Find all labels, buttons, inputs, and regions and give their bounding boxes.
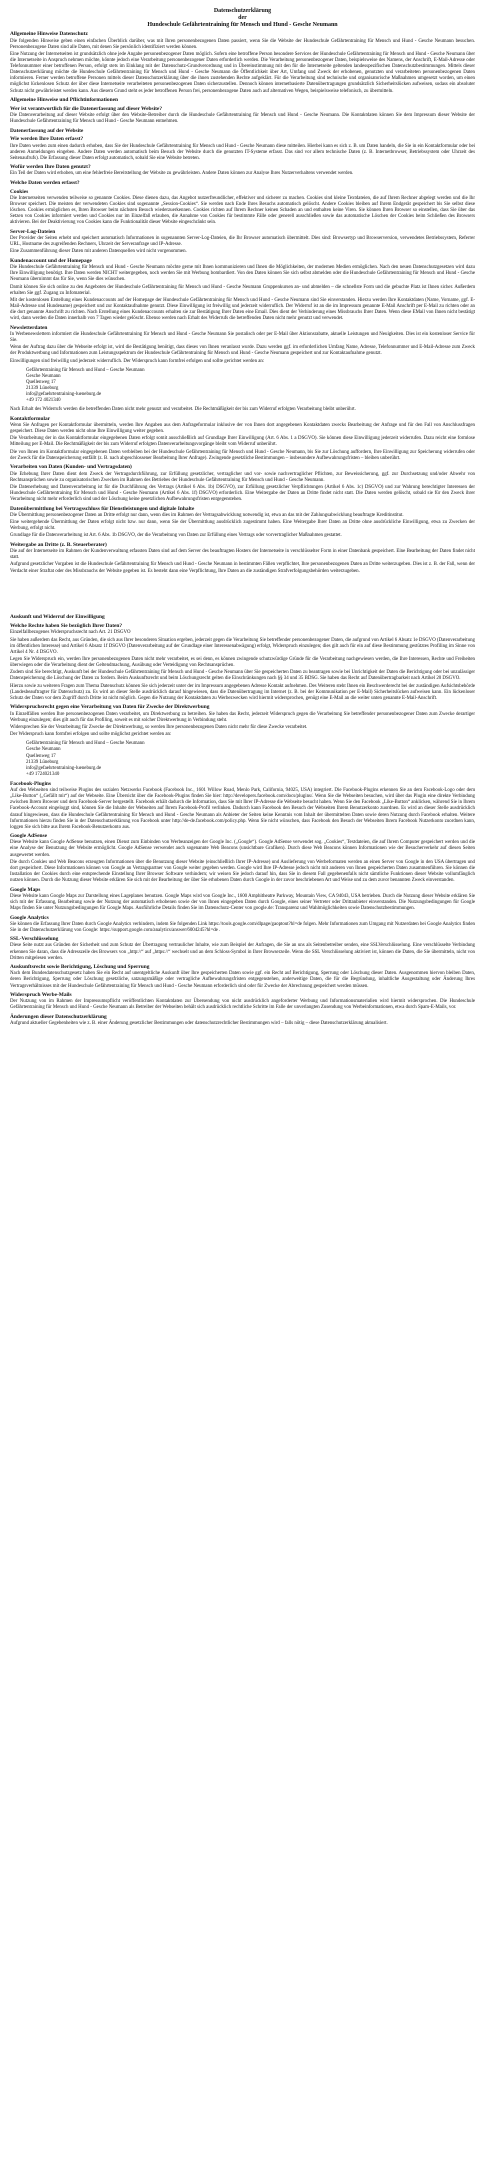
paragraph: Damit können Sie sich online zu den Angeboten der Hundeschule Gefährtentraining für Mensch und Hund - Gesche Neumann Gruppenkursen an- und abmelden – die schnellste Form und die gebuchte Platz ist Ihnen sicher. Außerdem erhalten Sie ggf. Zugang zu Infomaterial. bbox=[10, 284, 475, 296]
paragraph: Nach Erhalt des Widerrufs werden die betreffenden Daten nicht mehr genutzt und verarbeitet. Die Rechtmäßigkeit der bis zum Widerruf erfolgten Verarbeitung bleibt unberührt. bbox=[10, 407, 356, 413]
privacy-policy-document bbox=[10, 0, 475, 1027]
paragraph: Die folgenden Hinweise geben einen einfachen Überblick darüber, was mit Ihren personenbezogenen Daten passiert, wenn Sie die Website der Hundeschule Gefährtentraining für Mensch und Hund - Gesche Neumann besuchen. Personenbezogene Daten sind alle Daten, mit denen Sie persönlich identifiziert werden können. bbox=[10, 38, 475, 50]
section-heading: Google Analytics bbox=[10, 914, 49, 921]
paragraph: Eine Zusammenführung dieser Daten mit anderen Datenquellen wird nicht vorgenommen. bbox=[10, 249, 187, 255]
address-line: Gesche Neumann bbox=[26, 373, 61, 379]
paragraph: Eine weitergehende Übermittlung der Daten erfolgt nicht bzw. nur dann, wenn Sie der Übermittlung ausdrücklich zugestimmt haben. Eine Weitergabe Ihrer Daten an Dritte ohne ausdrückliche Einwilligung, etwa zu Zwecken der Werbung, erfolgt nicht. bbox=[10, 520, 475, 532]
document-title bbox=[10, 8, 475, 29]
paragraph: Hierzu sowie zu weiteren Fragen zum Thema Datenschutz können Sie sich jederzeit unter der im Impressum angegebenen Adresse Kontakt aufnehmen. Des Weiteren steht Ihnen ein Beschwerderecht bei der zuständigen Aufsichtsbehörde (Landesbeauftragter für Datenschutz) zu. Es wird an dieser Stelle ausdrücklich darauf hingewiesen, dass die Datenübertragung im Internet (z. B. bei der Kommunikation per E-Mail) Sicherheitslücken aufweisen kann. Ein lückenloser Schutz der Daten vor dem Zugriff durch Dritte ist nicht möglich. Gegen die Nutzung der Kontaktdaten zu Werbezwecken wird hiermit widersprochen, genügt eine E-Mail an die weiter unten genannte E-Mail-Anschrift. bbox=[10, 683, 475, 701]
address-line: Quellenweg 17 bbox=[26, 379, 56, 385]
paragraph: Die Hundeschule Gefährtentraining für Mensch und Hund - Gesche Neumann möchte gerne mit Ihnen kommunizieren und Ihnen die Möglichkeiten, der modernen Medien ermöglichen. Nach den neuen Datenschutzgesetzen wird dazu Ihre Einwilligung benötigt. Ihre Daten werden NICHT weitergegeben, noch werden Sie mit Werbung bombardiert. Von den Daten können Sie sich selbst abmelden oder die Hundeschule Gefährtentraining für Mensch und Hund - Gesche Neumann übernimmt das für Sie, wenn Sie dies wünschen. bbox=[10, 265, 475, 283]
paragraph: Die Internetseiten verwenden teilweise so genannte Cookies. Diese dienen dazu, das Angebot nutzerfreundlicher, effektiver und sicherer zu machen. Cookies sind kleine Textdateien, die auf Ihrem Rechner abgelegt werden und die Ihr Browser speichert. Die meisten der verwendeten Cookies sind sogenannte „Session-Cookies“. Sie werden nach Ende Ihres Besuchs automatisch gelöscht. Andere Cookies bleiben auf Ihrem Endgerät gespeichert bis Sie selbst diese löschen. Cookies ermöglichen es, Ihren Browser beim nächsten Besuch wiederzuerkennen. Cookies richten auf Ihrem Rechner keinen Schaden an und enthalten keine Viren. Sie können Ihren Browser so einstellen, dass Sie über das Setzen von Cookies informiert werden und Cookies nur im Einzelfall erlauben, die Annahme von Cookies für bestimmte Fälle oder generell ausschließen sowie das automatische Löschen der Cookies beim Schließen des Browsers aktivieren. Bei der Deaktivierung von Cookies kann die Funktionalität dieser Website eingeschränkt sein. bbox=[10, 195, 475, 226]
section-heading: Google AdSense bbox=[10, 833, 47, 840]
address-line: info@gefaehrtentraining-lueneburg.de bbox=[26, 392, 102, 398]
section-heading: Newsletterdaten bbox=[10, 324, 48, 331]
section-heading: Allgemeine Hinweise Datenschutz bbox=[10, 31, 88, 38]
paragraph: Der Widerspruch kann formfrei erfolgen und sollte möglichst gerichtet werden an: bbox=[10, 732, 172, 738]
paragraph: Grundlage für die Datenverarbeitung ist Art. 6 Abs. 1b DSGVO, der die Verarbeitung von Daten zur Erfüllung eines Vertrags oder vorvertraglicher Maßnahmen gestattet. bbox=[10, 533, 342, 539]
document-body bbox=[10, 31, 475, 1027]
title-line-1: Datenschutzerklärung bbox=[213, 8, 272, 14]
paragraph: Die Übermittlung personenbezogener Daten an Dritte erfolgt nur dann, wenn dies im Rahmen der Vertragsabwicklung notwendig ist, etwa an das mit der Zahlungsabwicklung beauftragte Kreditinstitut. bbox=[10, 512, 404, 518]
section-heading: Welche Rechte haben Sie bezüglich Ihrer Daten? bbox=[10, 623, 123, 630]
address-line: Quellenweg 17 bbox=[26, 753, 56, 759]
paragraph: Ihre Daten werden zum einen dadurch erhoben, dass Sie der Hundeschule Gefährtentraining für Mensch und Hund - Gesche Neumann diese mitteilen. Hierbei kann es sich z. B. um Daten handeln, die Sie in ein Kontaktformular oder bei anderen Anmeldungen eingeben. Andere Daten werden automatisch beim Besuch der Website durch die genutzten IT-Systeme erfasst. Das sind vor allem technische Daten (z. B. Internetbrowser, Betriebssystem oder Uhrzeit des Seitenaufrufs). Die Erfassung dieser Daten erfolgt automatisch, sobald Sie eine Website betreten. bbox=[10, 143, 475, 161]
paragraph: Legen Sie Widerspruch ein, werden Ihre personenbezogenen Daten nicht mehr verarbeitet, es sei denn, es können zwingende schutzwürdige Gründe für die Verarbeitung nachgewiesen werden, die Ihre Interessen, Rechte und Freiheiten überwiegen oder die Verarbeitung dient der Geltendmachung, Ausübung oder Verteidigung von Rechtsansprüchen. bbox=[10, 657, 475, 669]
section-heading: Allgemeine Hinweise und Pflichtinformationen bbox=[10, 97, 118, 104]
section-heading: SSL-Verschlüsselung bbox=[10, 936, 59, 943]
section-heading: Welche Daten werden erfasst? bbox=[10, 179, 80, 186]
paragraph: Der Provider der Seiten erhebt und speichert automatisch Informationen in sogenannten Server-Log-Dateien, die Ihr Browser automatisch übermittelt. Dies sind: Browsertyp und Browserversion, verwendetes Betriebssystem, Referrer URL, Hostname des zugreifenden Rechners, Uhrzeit der Serveranfrage und IP-Adresse. bbox=[10, 236, 475, 248]
section-heading: Auskunftsrecht sowie Berichtigung, Löschung und Sperrung bbox=[10, 964, 150, 971]
paragraph: Auf den Webseiten sind teilweise Plugins des sozialen Netzwerks Facebook (Facebook Inc., 1601 Willow Road, Menlo Park, California, 94025, USA) integriert. Die Facebook-Plugins erkennen Sie an dem Facebook-Logo oder dem „Like-Button“ („Gefällt mir“) auf der Webseite. Eine Übersicht über die Facebook-Plugins finden Sie hier: http://developers.facebook.com/docs/plugins/. Wenn Sie die Webseiten besuchen, wird über das Plugin eine direkte Verbindung zwischen Ihrem Browser und dem Facebook-Server hergestellt. Facebook erhält dadurch die Information, dass Sie mit Ihrer IP-Adresse die Webseite besucht haben. Wenn Sie den Facebook „Like-Button“ anklicken, während Sie in Ihrem Facebook-Account eingeloggt sind, können Sie die Inhalte der Webseiten auf Ihrem Facebook-Profil verlinken. Dadurch kann Facebook den Besuch der Webseiten Ihrem Benutzerkonto zuordnen. Es wird an dieser Stelle ausdrücklich darauf hingewiesen, dass die Hundeschule Gefährtentraining für Mensch und Hund - Gesche Neumann als Anbieter der Seiten keine Kenntnis vom Inhalt der übermittelten Daten sowie deren Nutzung durch Facebook erhalten. Weitere Informationen hierzu finden Sie in der Datenschutzerklärung von Facebook unter http://de-de.facebook.com/policy.php. Wenn Sie nicht wünschen, dass Facebook den Besuch der Webseiten Ihrem Facebook Nutzerkonto zuordnen kann, loggen Sie sich bitte aus Ihrem Facebook-Benutzerkonto aus. bbox=[10, 788, 475, 830]
section-heading: Facebook-Plugins bbox=[10, 780, 52, 787]
section-heading: Server-Log-Dateien bbox=[10, 228, 56, 235]
paragraph: Wenn der Auftrag dazu über die Webseite erfolgt ist, wird die Bestätigung benötigt, dass dieses von Ihnen veranlasst wurde. Dazu werden ggf. im erforderlichen Umfang Name, Adresse, Telefonnummer und E-Mail-Adresse zum Zweck der Produktwerbung und Informationen zum Leistungsspektrum der Hundeschule Gefährtentraining für Mensch und Hund - Gesche Neumann gespeichert und zur Kontaktaufnahme genutzt. bbox=[10, 345, 475, 357]
paragraph: Eine Nutzung der Internetseiten ist grundsätzlich ohne jede Angabe personenbezogener Daten möglich. Sofern eine betroffene Person besondere Services der Hundeschule Gefährtentraining für Mensch und Hund - Gesche Neumann über die Internetseite in Anspruch nehmen möchte, könnte jedoch eine Verarbeitung personenbezogener Daten erforderlich werden. Die Verarbeitung personenbezogener Daten, beispielsweise des Namens, der Anschrift, E-Mail-Adresse oder Telefonnummer einer betroffenen Person, erfolgt stets im Einklang mit der Datenschutz-Grundverordnung und in Übereinstimmung mit den für die Internetseite geltenden landesspezifischen Datenschutzbestimmungen. Mittels dieser Datenschutzerklärung möchte die Hundeschule Gefährtentraining für Mensch und Hund - Gesche Neumann die Öffentlichkeit über Art, Umfang und Zweck der erhobenen, genutzten und verarbeiteten personenbezogenen Daten informieren. Ferner werden betroffene Personen mittels dieser Datenschutzerklärung über die ihnen zustehenden Rechte aufgeklärt. Für die Verarbeitung sind technische und organisatorische Maßnahmen umgesetzt worden, um einen möglichst lückenlosen Schutz der über diese Internetseite verarbeiteten personenbezogenen Daten sicherzustellen. Dennoch können internetbasierte Datenübertragungen grundsätzlich Sicherheitslücken aufweisen, sodass ein absoluter Schutz nicht gewährleistet werden kann. Aus diesem Grund steht es jeder betroffenen Person frei, personenbezogene Daten auch auf alternativen Wegen, beispielsweise telefonisch, zu übermitteln. bbox=[10, 51, 475, 94]
section-heading: Widerspruchsrecht gegen eine Verarbeitung von Daten für Zwecke der Direktwerbung bbox=[10, 704, 210, 711]
address-line: Gesche Neumann bbox=[26, 747, 61, 753]
paragraph: Sie haben außerdem das Recht, aus Gründen, die sich aus Ihrer besonderen Situation ergeben, jederzeit gegen die Verarbeitung Sie betreffender personenbezogener Daten, die aufgrund von Artikel 6 Absatz 1e DSGVO (Datenverarbeitung im öffentlichen Interesse) und Artikel 6 Absatz 1f DSGVO (Datenverarbeitung auf der Grundlage einer Interessenabwägung) erfolgt, Widerspruch einzulegen; dies gilt auch für ein auf diese Bestimmung gestütztes Profiling im Sinne von Artikel 4 Nr. 4 DSGVO. bbox=[10, 637, 475, 655]
section-heading: Cookies bbox=[10, 188, 29, 195]
paragraph: In Einzelfällen werden Ihre personenbezogenen Daten verarbeitet, um Direktwerbung zu betreiben. Sie haben das Recht, jederzeit Widerspruch gegen die Verarbeitung Sie betreffender personenbezogener Daten zum Zwecke derartiger Werbung einzulegen; dies gilt auch für das Profiling, soweit es mit solcher Direktwerbung in Verbindung steht. bbox=[10, 711, 475, 723]
paragraph: Einwilligungen sind freiwillig und jederzeit widerruflich. Der Widerspruch kann formfrei erfolgen und sollte gerichtet werden an: bbox=[10, 358, 265, 364]
title-line-3: Hundeschule Gefährtentraining für Mensch und Hund - Gesche Neumann bbox=[147, 22, 338, 28]
address-line: Gefährtentraining für Mensch und Hund – Gesche Neumann bbox=[26, 367, 145, 373]
section-heading: Kontaktformular bbox=[10, 415, 51, 422]
paragraph: Ein Teil der Daten wird erhoben, um eine fehlerfreie Bereitstellung der Website zu gewährleisten. Andere Daten können zur Analyse Ihres Nutzerverhaltens verwendet werden. bbox=[10, 171, 354, 177]
title-line-2: der bbox=[238, 15, 247, 21]
section-heading: Verarbeiten von Daten (Kunden- und Vertragsdaten) bbox=[10, 464, 132, 471]
section-heading: Datenübermittlung bei Vertragsschluss für Dienstleistungen und digitale Inhalte bbox=[10, 505, 195, 512]
paragraph: In Werbenewslettern informiert die Hundeschule Gefährtentraining für Mensch und Hund - Gesche Neumann Sie postalisch oder per E-Mail über Aktionsrabatte, aktuelle Leistungen und Neuigkeiten. Dies ist ein kostenloser Service für Sie. bbox=[10, 331, 475, 343]
paragraph: Sie können die Erfassung Ihrer Daten durch Google Analytics verhindern, indem Sie folgenden Link https://tools.google.com/dlpage/gaoptout?hl=de folgen. Mehr Informationen zum Umgang mit Nutzerdaten bei Google Analytics finden Sie in der Datenschutzerklärung von Google: https://support.google.com/analytics/answer/6004245?hl=de . bbox=[10, 921, 475, 933]
paragraph: Die von Ihnen im Kontaktformular eingegebenen Daten verbleiben bei der Hundeschule Gefährtentraining für Mensch und Hund - Gesche Neumann, bis Sie zur Löschung auffordern, Ihre Einwilligung zur Speicherung widerrufen oder der Zweck für die Datenspeicherung entfällt (z. B. nach abgeschlossener Bearbeitung Ihrer Anfrage). Zwingende gesetzliche Bestimmungen – insbesondere Aufbewahrungsfristen – bleiben unberührt. bbox=[10, 449, 475, 461]
address-line: +49 172 4021340 bbox=[26, 398, 61, 404]
page-break-spacer bbox=[10, 576, 475, 612]
address-line: 21339 Lüneburg bbox=[26, 386, 59, 392]
contact-address bbox=[26, 368, 475, 405]
paragraph: Die Erhebung Ihrer Daten dient dem Zweck der Vertragsdurchführung, zur Erfüllung gesetzlicher, vertraglicher und vor- sowie nachvertraglicher Pflichten, zur Beweissicherung, ggf. zur Durchsetzung und/oder Abwehr von Rechtsansprüchen sowie zu organisatorischen Zwecken im Rahmen des Betriebes der Hundeschule Gefährtentraining für Mensch und Hund - Gesche Neumann. bbox=[10, 471, 475, 483]
address-line: 21339 Lüneburg bbox=[26, 759, 59, 765]
section-heading: Änderungen dieser Datenschutzerklärung bbox=[10, 1013, 107, 1020]
section-heading: Wofür werden Ihre Daten genutzt? bbox=[10, 164, 91, 171]
paragraph: Die Datenerhebung und Datenverarbeitung ist für die Durchführung des Vertrags (Artikel 6 Abs. 1b) DSGVO), zur Erfüllung gesetzlicher Verpflichtungen (Artikel 6 Abs. 1c) DSGVO) und zur Wahrung berechtigter Interessen der Hundeschule Gefährtentraining für Mensch und Hund - Gesche Neumann (Artikel 6 Abs. 1f) DSGVO) erforderlich. Eine Weitergabe der Daten an Dritte findet nicht statt. Die Daten werden gelöscht, sobald sie für den Zweck ihrer Verarbeitung nicht mehr erforderlich sind und der Löschung keine gesetzlichen Aufbewahrungsfristen entgegenstehen. bbox=[10, 484, 475, 503]
paragraph: Zudem sind Sie berechtigt, Auskunft bei der Hundeschule Gefährtentraining für Mensch und Hund - Gesche Neumann über Sie gespeicherten Daten zu beantragen sowie bei Unrichtigkeit der Daten die Berichtigung oder bei unzulässiger Datenspeicherung die Löschung der Daten zu fordern. Beim Auskunftsrecht und beim Löschungsrecht gelten die Einschränkungen nach §§ 34 und 35 BDSG. Sie haben das Recht auf Datenübertragbarkeit nach Artikel 20 DSGVO. bbox=[10, 670, 475, 682]
paragraph: Einzelfallbezogenes Widerspruchsrecht nach Art. 21 DSGVO bbox=[10, 630, 131, 636]
section-heading: Wie werden Ihre Daten erfasst? bbox=[10, 136, 84, 143]
paragraph: Nach dem Bundesdatenschutzgesetz haben Sie ein Recht auf unentgeltliche Auskunft über Ihre gespeicherten Daten sowie ggf. ein Recht auf Berichtigung, Sperrung oder Löschung dieser Daten. Ausgenommen hiervon bleiben Daten, deren Berichtigung, Sperrung oder Löschung gesetzliche, satzungsmäßige oder vertragliche Aufbewahrungsfristen entgegenstehen, anderweitige Daten, die für die Begründung, inhaltliche Ausgestaltung oder Änderung Ihres Vertragsverhältnisses mit der Hundeschule Gefährtentraining für Mensch und Hund - Gesche Neumann erforderlich sind oder für Zwecke der Abrechnung gespeichert werden müssen. bbox=[10, 971, 475, 989]
section-heading: Weitergabe an Dritte (z. B. Steuerberater) bbox=[10, 541, 107, 548]
paragraph: Die auf der Internetseite im Rahmen der Kundenverwaltung erfassten Daten sind auf dem Server des beauftragten Hosters der Internetseite in verschlüsselter Form in einer Datenbank gespeichert. Eine Bearbeitung der Daten findet nicht statt. bbox=[10, 549, 475, 561]
paragraph: Die Datenverarbeitung auf dieser Website erfolgt über den Website-Betreiber durch die Hundeschule Gefährtentraining für Mensch und Hund - Gesche Neumann. Die Kontaktdaten können Sie dem Impressum dieser Website der Hundeschule Gefährtentraining für Mensch und Hund - Gesche Neumann entnehmen. bbox=[10, 113, 475, 125]
contact-address bbox=[26, 741, 475, 778]
paragraph: Aufgrund aktueller Gegebenheiten wie z. B. einer Änderung gesetzlicher Bestimmungen oder datenschutzrechtlicher Bestimmungen wird – falls nötig – diese Datenschutzerklärung aktualisiert. bbox=[10, 1021, 388, 1027]
paragraph: Der Nutzung von im Rahmen der Impressumspflicht veröffentlichten Kontaktdaten zur Übersendung von nicht ausdrücklich angeforderter Werbung und Informationsmaterialien wird hiermit widersprochen. Die Hundeschule Gefährtentraining für Mensch und Hund - Gesche Neumann als Betreiber der Webseiten behält sich ausdrücklich rechtliche Schritte im Falle der unverlangten Zusendung von Werbeinformationen, etwa durch Spam-E-Mails, vor. bbox=[10, 999, 475, 1011]
address-line: Gefährtentraining für Mensch und Hund – Gesche Neumann bbox=[26, 741, 145, 747]
section-heading: Wer ist verantwortlich für die Datenerfassung auf dieser Website? bbox=[10, 105, 163, 112]
address-line: info@gefaehrtentraining-lueneburg.de bbox=[26, 765, 102, 771]
paragraph: Die Verarbeitung der in das Kontaktformular eingegebenen Daten erfolgt somit ausschließlich auf Grundlage Ihrer Einwilligung (Art. 6 Abs. 1 a DSGVO). Sie können diese Einwilligung jederzeit widerrufen. Dazu reicht eine formlose Mitteilung per E-Mail. Die Rechtmäßigkeit der bis zum Widerruf erfolgten Datenverarbeitungsvorgänge bleibt vom Widerruf unberührt. bbox=[10, 436, 475, 448]
paragraph: Mit der kostenlosen Erstellung eines Kundenaccounts auf der Homepage der Hundeschule Gefährtentraining für Mensch und Hund - Gesche Neumann sind Sie einverstanden. Hierzu werden Ihre Kontaktdaten (Name, Vorname, ggf. E-Mail-Adresse und Hundename) gespeichert und zur Kontaktaufnahme genutzt. Diese Einwilligung ist freiwillig und jederzeit widerruflich. Der Widerruf ist an die im Impressum genannte E-Mail Anschrift per E-Mail zu richten oder an die dort genannte Anschrift zu richten. Nach Erstellung eines Kundenaccounts erhalten sie zur Bestätigung Ihrer Daten eine Email. Dies dient der Verhinderung eines Missbrauchs Ihrer Daten. Wenn diese EMail von Ihnen nicht bestätigt wird, dann werden die Daten innerhalb von 7 Tagen wieder gelöscht. Ebenso werden nach Erhalt des Widerrufs die betreffenden Daten nicht mehr genutzt und verwendet. bbox=[10, 297, 475, 322]
section-heading: Auskunft und Widerruf der Einwilligung bbox=[10, 614, 105, 621]
paragraph: Wenn Sie Anfragen per Kontaktformular übermitteln, werden Ihre Angaben aus dem Anfrageformular inklusive der von Ihnen dort angegebenen Kontaktdaten zwecks Bearbeitung der Anfrage und für den Fall von Anschlussfragen gespeichert. Diese Daten werden nicht ohne Ihre Einwilligung weiter gegeben. bbox=[10, 422, 475, 435]
section-heading: Widerspruch Werbe-Mails bbox=[10, 992, 72, 999]
section-heading: Kundenaccount und der Homepage bbox=[10, 257, 92, 264]
paragraph: Widersprechen Sie der Verarbeitung für Zwecke der Direktwerbung, so werden Ihre personenbezogenen Daten nicht mehr für diese Zwecke verarbeitet. bbox=[10, 725, 308, 730]
section-heading: Google Maps bbox=[10, 886, 41, 893]
paragraph: Diese Website kann Google Maps zur Darstellung eines Lageplanes benutzen. Google Maps wird von Google Inc., 1600 Amphitheatre Parkway, Mountain View, CA 94043, USA betrieben. Durch die Nutzung dieser Website erklären Sie sich mit der Erfassung, Bearbeitung sowie der Nutzung der automatisch erhobenen sowie der von Ihnen eingegeben Daten durch Google, eines seiner Vertreter oder Drittanbieter einverstanden. Die Nutzungsbedingungen für Google Maps finden Sie unter Nutzungsbedingungen für Google Maps. Ausführliche Details finden Sie im Datenschutz-Center von google.de: Transparenz und Wahlmöglichkeiten sowie Datenschutzbestimmungen. bbox=[10, 893, 475, 912]
address-line: +49 1724021340 bbox=[26, 771, 60, 777]
paragraph: Aufgrund gesetzlicher Vorgaben ist die Hundeschule Gefährtentraining für Mensch und Hund - Gesche Neumann in bestimmten Fällen verpflichtet, Ihre personenbezogenen Daten an Dritte weiterzugeben. Dies ist z. B. der Fall, wenn der Verdacht einer Straftat oder des Missbrauchs der Website gegeben ist. Es besteht dann eine Verpflichtung, Ihre Daten an die zuständigen Strafverfolgungsbehörden weiterzugeben. bbox=[10, 562, 475, 574]
paragraph: Diese Seite nutzt aus Gründen der Sicherheit und zum Schutz der Übertragung vertraulicher Inhalte, wie zum Beispiel der Anfragen, die Sie an uns als Seitenbetreiber senden, eine SSLVerschlüsselung. Eine verschlüsselte Verbindung erkennen Sie daran, dass die Adresszeile des Browsers von „http://“ auf „https://“ wechselt und an dem Schloss-Symbol in Ihrer Browserzeile. Wenn die SSL Verschlüsselung aktiviert ist, können die Daten, die Sie übermitteln, nicht von Dritten mitgelesen werden. bbox=[10, 943, 475, 961]
paragraph: Die durch Cookies und Web Beacons erzeugten Informationen über die Benutzung dieser Website (einschließlich Ihrer IP-Adresse) und Auslieferung von Werbeformaten werden an einen Server von Google in den USA übertragen und dort gespeichert. Diese Informationen können von Google an Vertragspartner von Google weiter gegeben werden. Google wird Ihre IP-Adresse jedoch nicht mit anderen von Ihnen gespeicherten Daten zusammenführen. Sie können die Installation der Cookies durch eine entsprechende Einstellung Ihrer Browser Software verhindern; wir weisen Sie jedoch darauf hin, dass Sie in diesem Fall gegebenenfalls nicht sämtliche Funktionen dieser Website vollumfänglich nutzen können. Durch die Nutzung dieser Website erklären Sie sich mit der Bearbeitung der über Sie erhobenen Daten durch Google in der zuvor beschriebenen Art und Weise und zu dem zuvor benannten Zweck einverstanden. bbox=[10, 859, 475, 884]
paragraph: Diese Website kann Google AdSense benutzen, einen Dienst zum Einbinden von Werbeanzeigen der Google Inc. („Google“). Google AdSense verwendet sog. „Cookies“, Textdateien, die auf Ihrem Computer gespeichert werden und die eine Analyse der Benutzung der Website ermöglicht. Google AdSense verwendet auch sogenannte Web Beacons (unsichtbare Grafiken). Durch diese Web Beacons können Informationen wie der Besucherverkehr auf diesen Seiten ausgewertet werden. bbox=[10, 840, 475, 858]
section-heading: Datenerfassung auf der Website bbox=[10, 127, 84, 134]
